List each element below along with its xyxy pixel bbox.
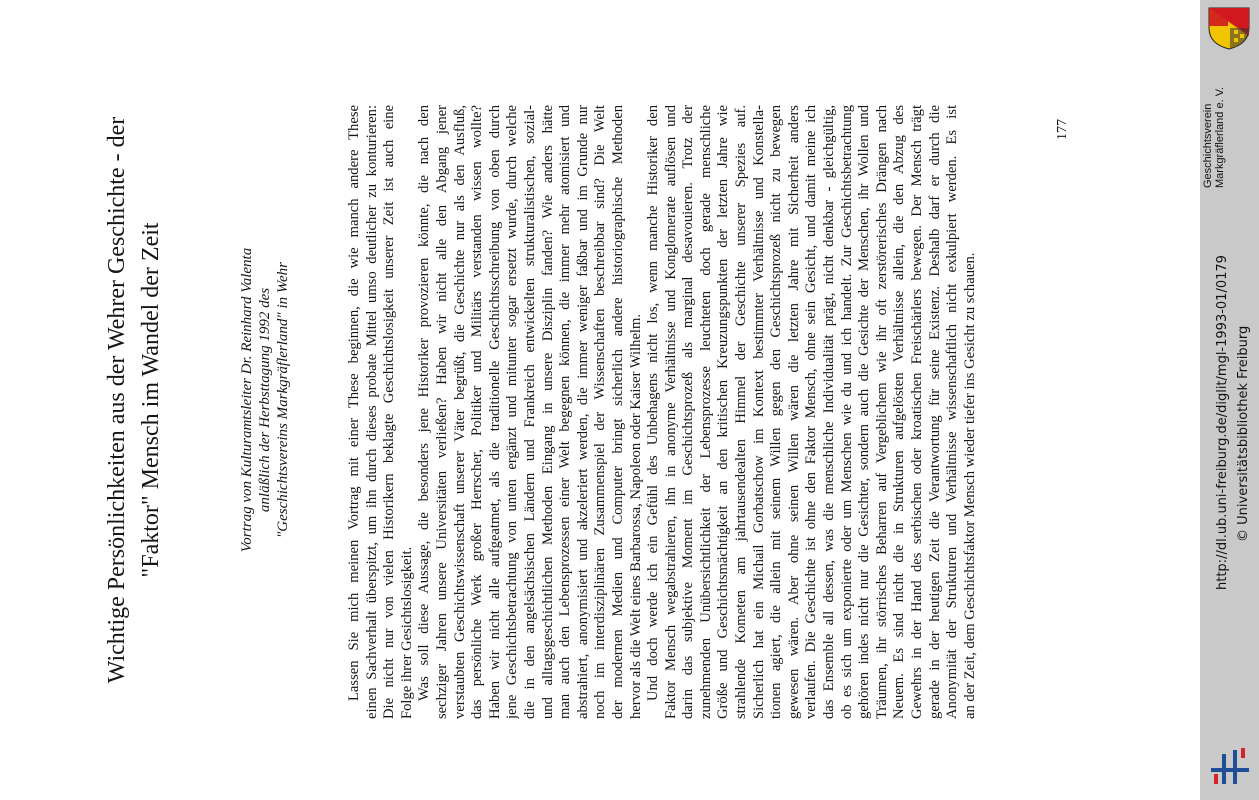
article-title (100, 0, 168, 800)
body-line: Größe und Geschichtsmächtigkeit an den kritischen Kreuzungspunkten der letzten Jahre wie (715, 105, 732, 719)
body-line: noch im interdisziplinären Zusammenspiel der Wissenschaften beschreibbar sind? Die Welt (592, 105, 609, 719)
body-line: hervor als die Welt eines Barbarossa, Napoleon oder Kaiser Wilhelm. (627, 314, 644, 719)
body-line: die in den angelsächsischen Ländern und Frankreich entwickelten strukturalistischen, sozial- (521, 105, 538, 719)
lecture-byline (238, 0, 292, 800)
body-line: Lassen Sie mich meinen Vortrag mit einer These beginnen, die wie manch andere These (346, 105, 362, 701)
body-line: Gewehrs in der Hand des serbischen oder kroatischen Freischärlers bewegen. Der Mensch trägt (909, 105, 925, 719)
title-line-2: "Faktor" Mensch im Wandel der Zeit (138, 222, 164, 578)
body-line: Träumen, ihr störrisches Beharren auf Vergeblichem wie ihr oft zerstörerisches Drängen nach (873, 105, 890, 719)
byline-line-3: "Geschichtsvereins Markgräflerland" in Wehr (275, 261, 291, 539)
body-line: Sicherlich hat ein Michail Gorbatschow im Kontext bestimmter Verhältnisse und Konstella- (750, 105, 767, 719)
body-line: ob es sich um exponierte oder um Menschen wie du und ich handelt. Zur Geschichtsbetrachtung (838, 105, 855, 719)
body-line: Neuem. Es sind nicht die in Strukturen aufgelösten Verhältnisse allein, die den Abzug des (891, 105, 908, 719)
society-crest-icon (1206, 6, 1252, 50)
body-line: das Ensemble all dessen, was die menschliche Individualität prägt, nicht denkbar - gleichgültig, (821, 105, 838, 719)
byline-line-1: Vortrag von Kulturamtsleiter Dr. Reinhard Valenta (239, 247, 255, 553)
body-line: das persönliche Werk großer Herrscher, Politiker und Militärs verstanden wissen wollte? (469, 105, 486, 719)
body-line: der modernen Medien und Computer bringt sicherlich andere historiographische Methoden (609, 105, 626, 719)
body-line: Was soll diese Aussage, die besonders jene Historiker provozieren könnte, die nach den (416, 105, 433, 701)
body-line: jene Geschichtsbetrachtung von unten ergänzt und mitunter sogar ersetzt wurde, durch welche (504, 105, 521, 719)
body-line: verstaubten Geschichtswissenschaft unserer Väter begrüßt, die Geschichte nur als den Ausfluß, (451, 105, 468, 719)
university-library-logo-icon (1208, 744, 1252, 788)
body-line: Folge ihrer Gesichtslosigkeit. (398, 546, 415, 719)
body-line: Faktor Mensch wegabstrahieren, ihn in anonyme Verhältnisse und Konglomerate auflösen und (662, 105, 679, 719)
body-line: sechziger Jahren unsere Universitäten verließen? Haben wir nicht alle den Abgang jener (433, 105, 450, 719)
body-line: abstrahiert, anonymisiert und akzeleriert werden, die immer weniger faßbar und im Grunde nur (574, 105, 591, 719)
body-line: Die nicht nur von vielen Historikern beklagte Geschichtslosigkeit unserer Zeit ist auch eine (381, 105, 398, 719)
body-line: gehören indes nicht nur die Gesichter, sondern auch die Gesichte der Menschen, ihr Wollen und (856, 105, 873, 719)
body-line: gewesen wären. Aber ohne seinen Willen wären die letzten Jahre mit Sicherheit anders (785, 105, 802, 719)
body-line: zunehmenden Unübersichtlichkeit der Lebensprozesse leuchteten doch gerade menschliche (697, 105, 714, 719)
title-line-1: Wichtige Persönlichkeiten aus der Wehrer Geschichte - der (104, 116, 130, 684)
document-url-link[interactable]: http://dl.ub.uni-freiburg.de/diglit/mgl-1993-01/0179 (1215, 255, 1230, 590)
copyright-notice: © Universitätsbibliothek Freiburg (1236, 325, 1251, 542)
body-line: verlaufen. Die Geschichte ist ohne den Faktor Mensch, ohne sein Gesicht, und damit meine ich (803, 105, 820, 719)
byline-line-2: anläßlich der Herbsttagung 1992 des (257, 287, 273, 513)
society-name (1202, 86, 1226, 188)
article-body (346, 105, 979, 719)
body-line: gerade in der heutigen Zeit die Verantwortung für seine Existenz. Deshalb darf er durch die (926, 105, 943, 719)
society-name-line-2: Markgräflerland e. V. (1214, 86, 1226, 188)
body-line: strahlende Kometen am jahrtausendealten Himmel der Geschichte unserer Spezies auf. (733, 105, 750, 719)
body-line: Und doch werde ich ein Gefühl des Unbehagens nicht los, wenn manche Historiker den (645, 105, 662, 701)
body-line: an der Zeit, dem Geschichtsfaktor Mensch wieder tiefer ins Gesicht zu schauen. (961, 252, 978, 719)
body-line: man auch den Lebensprozessen einer Welt begegnen können, die immer mehr atomisiert und (557, 105, 574, 719)
society-name-line-1: Geschichtsverein (1202, 103, 1214, 188)
page-number: 177 (1055, 119, 1070, 140)
body-line: und alltagsgeschichtlichen Methoden Eingang in unsere Disziplin fanden? Wie anders hätte (539, 105, 556, 719)
body-line: tionen agiert, die allein mit seinem Willen gegen den Geschichtsprozeß nicht zu bewegen (768, 105, 785, 719)
body-line: Anonymität der Strukturen und Verhältnisse wissenschaftlich nicht exkulpiert werden. Es ist (944, 105, 961, 719)
body-line: einen Sachverhalt überspitzt, um ihn durch dieses probate Mittel umso deutlicher zu konturieren: (363, 105, 380, 719)
body-line: Haben wir nicht alle aufgeatmet, als die traditionelle Geschichtsschreibung von oben durch (486, 105, 503, 719)
body-line: darin das subjektive Moment im Geschichtsprozeß als marginal desavouieren. Trotz der (680, 105, 697, 719)
